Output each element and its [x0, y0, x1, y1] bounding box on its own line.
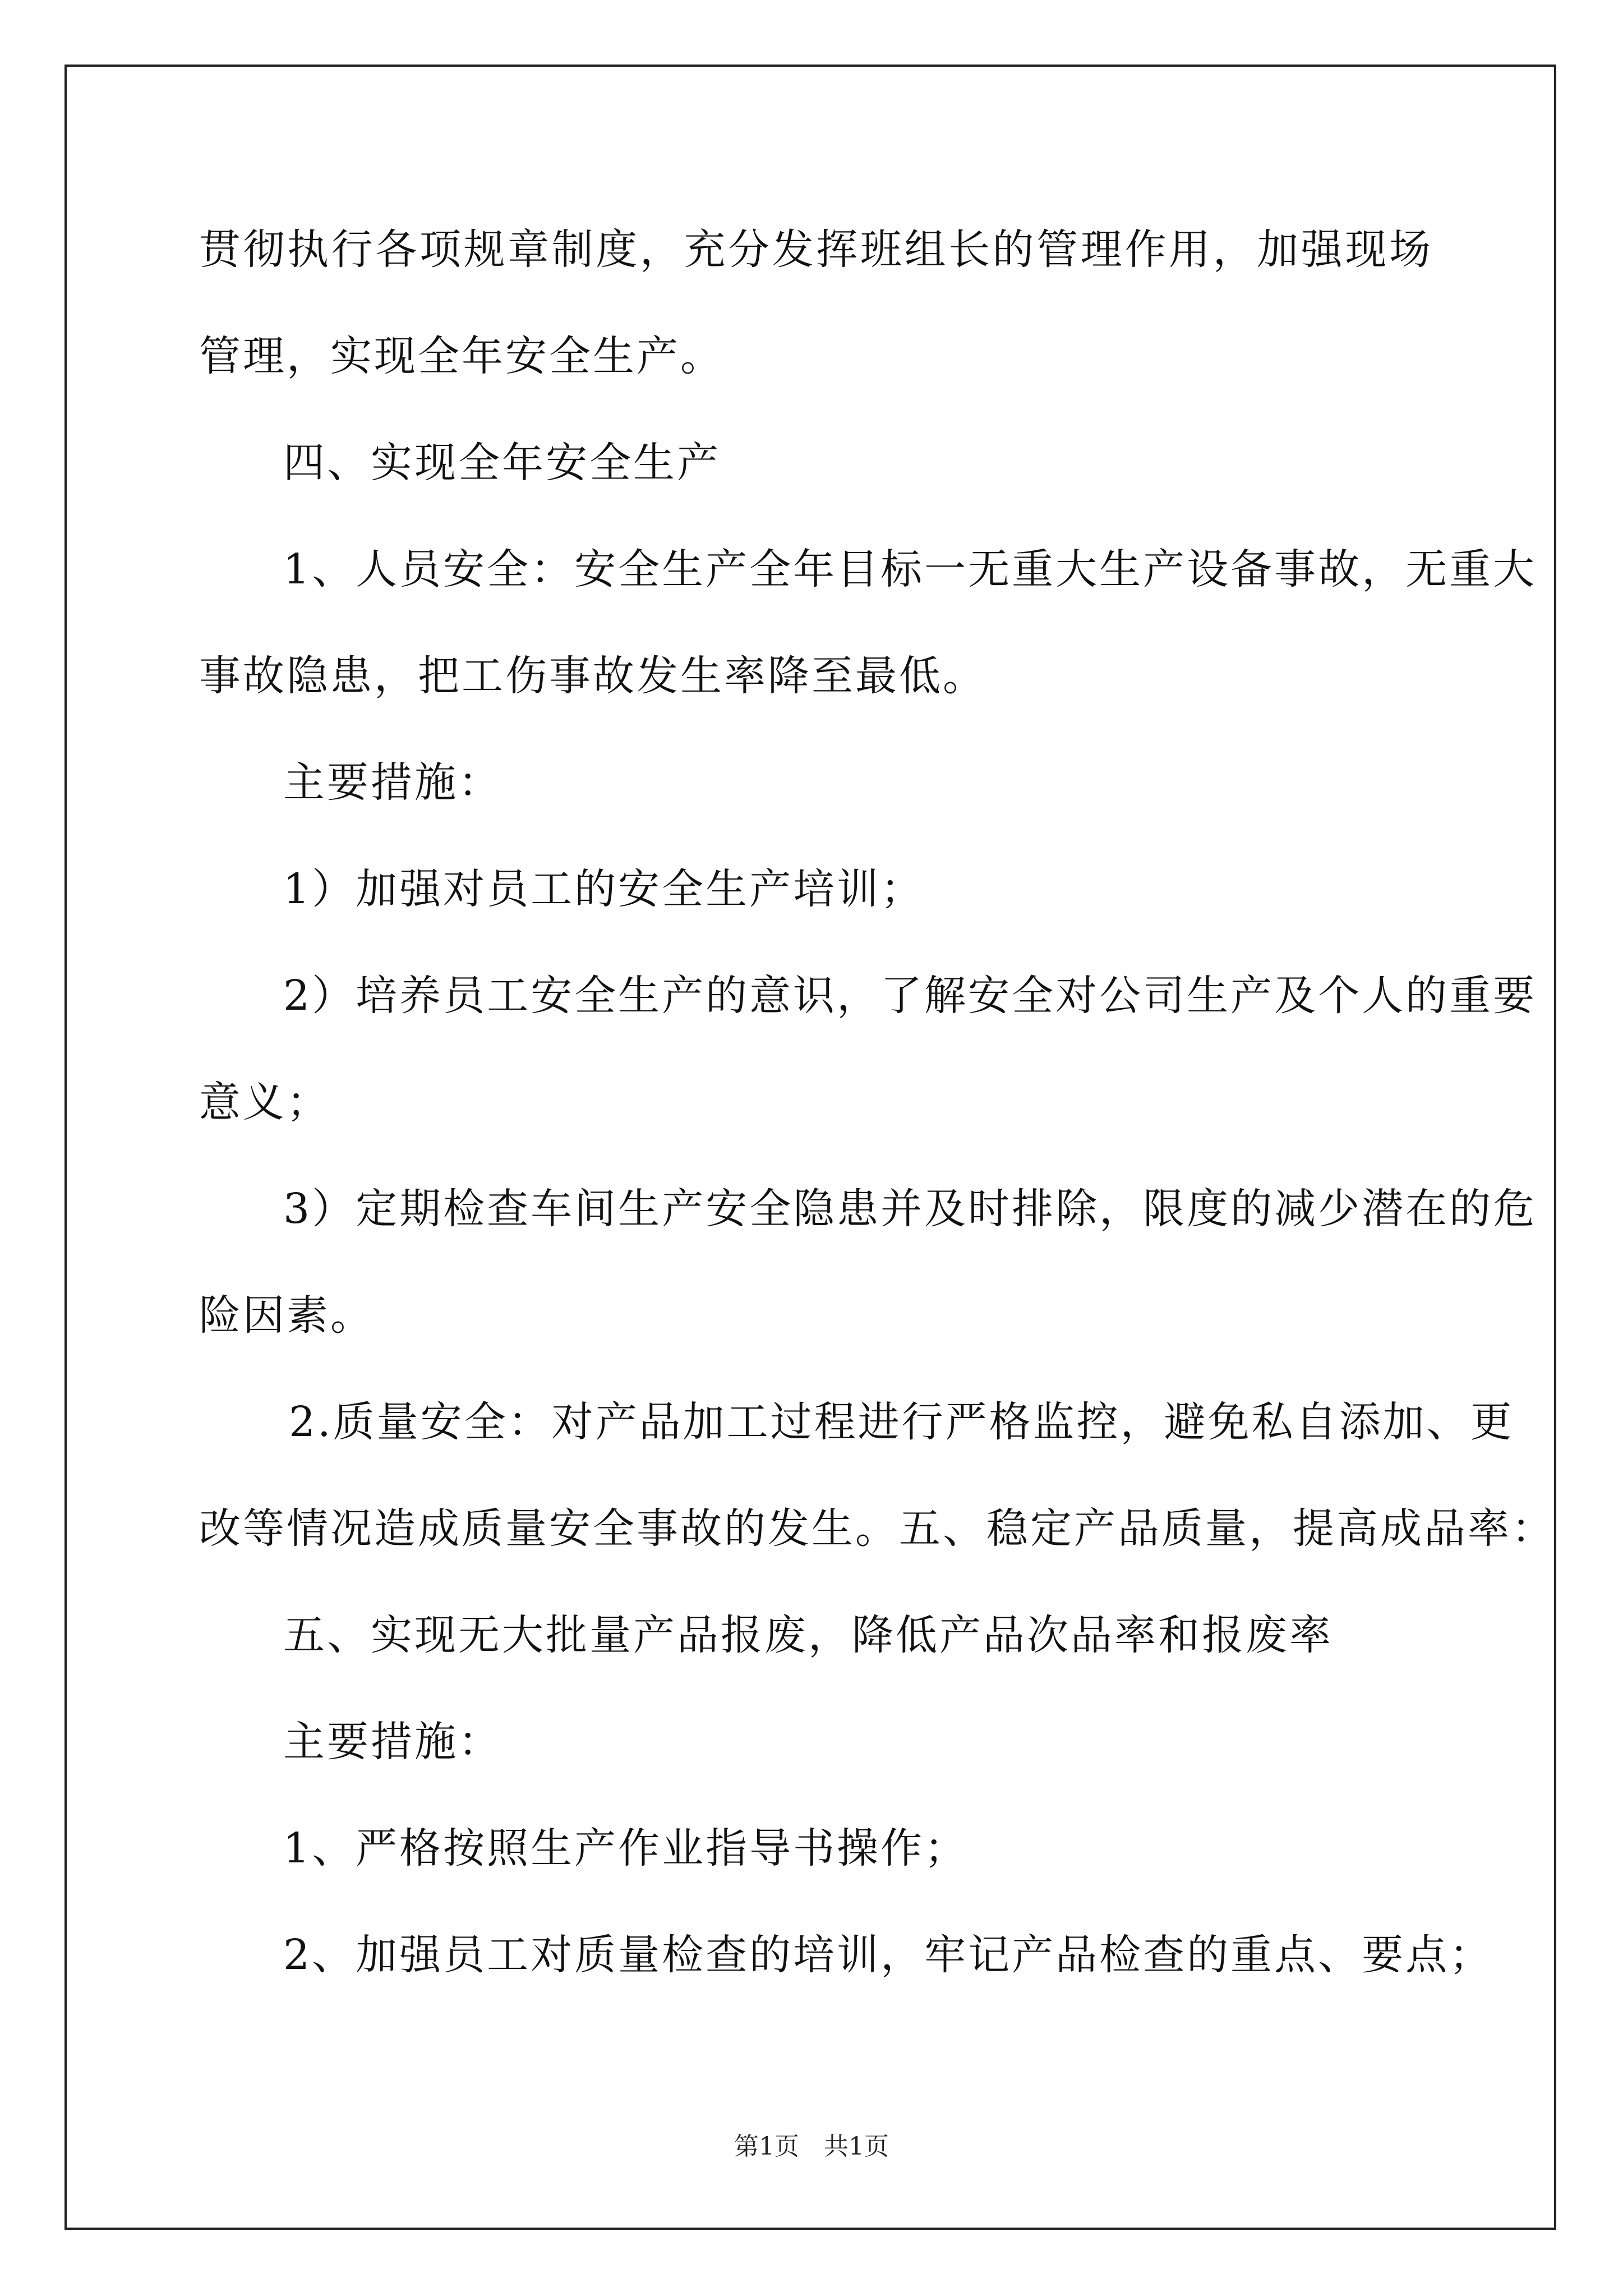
page-border	[64, 65, 1556, 2230]
section-heading-5: 五、实现无大批量产品报废，降低产品次品率和报废率	[283, 1611, 1333, 1659]
measure-item-2-line-1: 2）培养员工安全生产的意识，了解安全对公司生产及个人的重要	[283, 972, 1537, 1020]
quality-measure-item-2: 2、加强员工对质量检查的培训，牢记产品检查的重点、要点；	[283, 1931, 1493, 1979]
paragraph-8-line-2: 改等情况造成质量安全事故的发生。五、稳定产品质量，提高成品率：	[199, 1504, 1555, 1553]
measure-item-2-line-2: 意义；	[199, 1078, 330, 1126]
measure-item-1: 1）加强对员工的安全生产培训；	[283, 865, 925, 913]
measures-label-2: 主要措施：	[283, 1718, 502, 1766]
paragraph-1-line-1: 贯彻执行各项规章制度，充分发挥班组长的管理作用，加强现场	[199, 226, 1433, 274]
quality-measure-item-1: 1、严格按照生产作业指导书操作；	[283, 1824, 969, 1872]
measure-item-3-line-1: 3）定期检查车间生产安全隐患并及时排除，限度的减少潜在的危	[283, 1185, 1537, 1233]
paragraph-8-line-1: 2.质量安全：对产品加工过程进行严格监控，避免私自添加、更	[289, 1398, 1514, 1446]
measure-item-3-line-2: 险因素。	[199, 1291, 374, 1340]
measures-label-1: 主要措施：	[283, 758, 502, 807]
paragraph-3-line-2: 事故隐患，把工伤事故发生率降至最低。	[199, 652, 986, 700]
page-number-footer: 第1页 共1页	[734, 2132, 889, 2161]
section-heading-4: 四、实现全年安全生产	[283, 439, 721, 487]
paragraph-1-line-2: 管理，实现全年安全生产。	[199, 332, 724, 380]
paragraph-3-line-1: 1、人员安全：安全生产全年目标一无重大生产设备事故，无重大	[283, 545, 1537, 593]
